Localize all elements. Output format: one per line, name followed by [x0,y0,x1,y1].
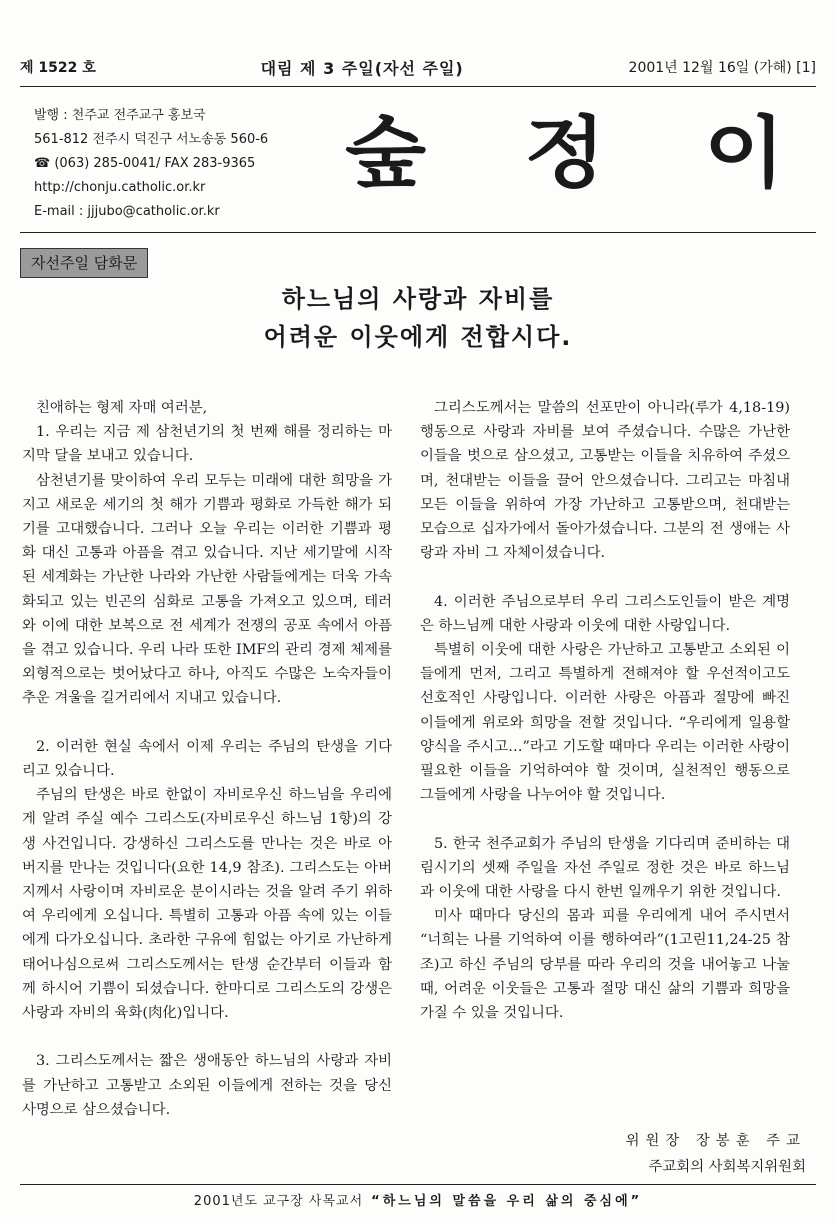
paragraph: 4. 이러한 주님으로부터 우리 그리스도인들이 받은 계명은 하느님께 대한 사랑과 이웃에 대한 사랑입니다. [420,593,790,634]
issue-header-bar [20,50,816,84]
paragraph: 그리스도께서는 말씀의 선포만이 아니라(루가 4,18-19) 행동으로 사랑과 자비를 보여 주셨습니다. 수많은 가난한 이들을 벗으로 삼으셨고, 고통받는 이들을 치유하여 주셨으며, 천대받는 이들을 끌어 안으셨습니다. 그리고는 마침내 모든 이들을 위하여 가장 가난하고 고통받으며, 천대받는 모습으로 십자가에서 돌아가셨습니다. 그분의 전 생애는 사랑과 자비 그 자체이셨습니다. [420,400,790,562]
article-column-right [420,396,790,1025]
issue-date: 2001년 12월 16일 (가해) [1] [628,60,816,76]
headline-line-1: 하느님의 사랑과 자비를 [281,285,555,313]
article-headline [0,280,836,356]
footer-banner [20,1190,816,1209]
publisher-email[interactable]: E-mail : jjjubo@catholic.or.kr [34,204,220,219]
signature-name: 위원장 장봉훈 주교 [625,1133,806,1149]
headline-line-2: 어려운 이웃에게 전합시다. [263,323,573,351]
paragraph: 주님의 탄생은 바로 한없이 자비로우신 하느님을 우리에게 알려 주실 예수 그리스도(자비로우신 하느님 1항)의 강생 사건입니다. 강생하신 그리스도를 만나는 것은 바로 아버지를 만나는 것입니다(요한 14,9 참조). 그리스도는 아버지께서 사랑이며 자비로운 분이시라는 것을 알려 주기 위하여 우리에게 오십니다. 특별히 고통과 아픔 속에 있는 이들에게 다가오십니다. 초라한 구유에 힘없는 아기로 가난하게 태어나심으로써 그리스도께서는 탄생 순간부터 이들과 함께 하시어 기쁨이 되셨습니다. 한마디로 그리스도의 강생은 사랑과 자비의 육화(肉化)입니다. [22,787,392,1022]
paragraph: 친애하는 형제 자매 여러분, [36,400,208,416]
masthead-rule [20,232,816,233]
article-column-left [22,396,392,1122]
signature-block [626,1128,806,1180]
header-rule [20,86,816,87]
masthead-char-1: 숲 [345,107,427,199]
paragraph: 특별히 이웃에 대한 사랑은 가난하고 고통받고 소외된 이들에게 먼저, 그리고 특별하게 전해져야 할 우선적이고도 선호적인 사랑입니다. 이러한 사랑은 아픔과 절망에 빠진 이들에게 위로와 희망을 전할 것입니다. “우리에게 일용할 양식을 주시고…”라고 기도할 때마다 우리는 이러한 사랑이 필요한 이들을 기억하여야 할 것이며, 실천적인 행동으로 그들에게 사랑을 나누어야 할 것입니다. [420,642,790,804]
footer-rule [20,1184,816,1185]
footer-label: 2001년도 교구장 사목교서 [193,1194,364,1209]
signature-org: 주교회의 사회복지위원회 [648,1159,806,1175]
paragraph: 삼천년기를 맞이하여 우리 모두는 미래에 대한 희망을 가지고 새로운 세기의 첫 해가 기쁨과 평화로 가득한 해가 되기를 고대했습니다. 그러나 오늘 우리는 이러한 기쁨과 평화 대신 고통과 아픔을 겪고 있습니다. 지난 세기말에 시작된 세계화는 가난한 나라와 가난한 사람들에게는 더욱 가속화되고 있는 빈곤의 심화로 고통을 가져오고 있으며, 테러와 이에 대한 보복으로 전 세계가 전쟁의 공포 속에서 아픔을 겪고 있습니다. 우리 나라 또한 IMF의 관리 경제 체제를 외형적으로는 벗어났다고 하나, 아직도 수많은 노숙자들이 추운 겨울을 길거리에서 지내고 있습니다. [22,472,392,707]
paragraph: 3. 그리스도께서는 짧은 생애동안 하느님의 사랑과 자비를 가난하고 고통받고 소외된 이들에게 전하는 것을 당신 사명으로 삼으셨습니다. [22,1053,392,1118]
liturgical-week: 대림 제 3 주일(자선 주일) [260,58,464,78]
masthead-char-3: 이 [703,107,785,199]
publisher-phone: ☎ (063) 285-0041/ FAX 283-9365 [34,156,256,171]
publisher-issuer: 발행 : 천주교 전주교구 홍보국 [34,108,206,123]
section-tag: 자선주일 담화문 [20,248,148,278]
paragraph: 미사 때마다 당신의 몸과 피를 우리에게 내어 주시면서 “너희는 나를 기억하여 이를 행하여라”(1고린11,24-25 참조)고 하신 주님의 당부를 따라 우리의 것을 내어놓고 나눌 때, 어려운 이웃들은 고통과 절망 대신 삶의 기쁨과 희망을 가질 수 있을 것입니다. [420,908,790,1022]
paragraph: 5. 한국 천주교회가 주님의 탄생을 기다리며 준비하는 대림시기의 셋째 주일을 자선 주일로 정한 것은 바로 하느님과 이웃에 대한 사랑을 다시 한번 일깨우기 위한 것입니다. [420,835,790,901]
paragraph: 1. 우리는 지금 제 삼천년기의 첫 번째 해를 정리하는 마지막 달을 보내고 있습니다. [22,424,392,465]
publisher-info [34,104,334,224]
footer-motto: “하느님의 말씀을 우리 삶의 중심에” [371,1194,643,1209]
issue-number: 제 1522 호 [20,60,96,76]
paragraph: 2. 이러한 현실 속에서 이제 우리는 주님의 탄생을 기다리고 있습니다. [22,738,392,780]
masthead-char-2: 정 [524,107,606,199]
masthead-logo [345,108,785,198]
publisher-website[interactable]: http://chonju.catholic.or.kr [34,180,206,195]
publisher-address: 561-812 전주시 덕진구 서노송동 560-6 [34,132,269,147]
